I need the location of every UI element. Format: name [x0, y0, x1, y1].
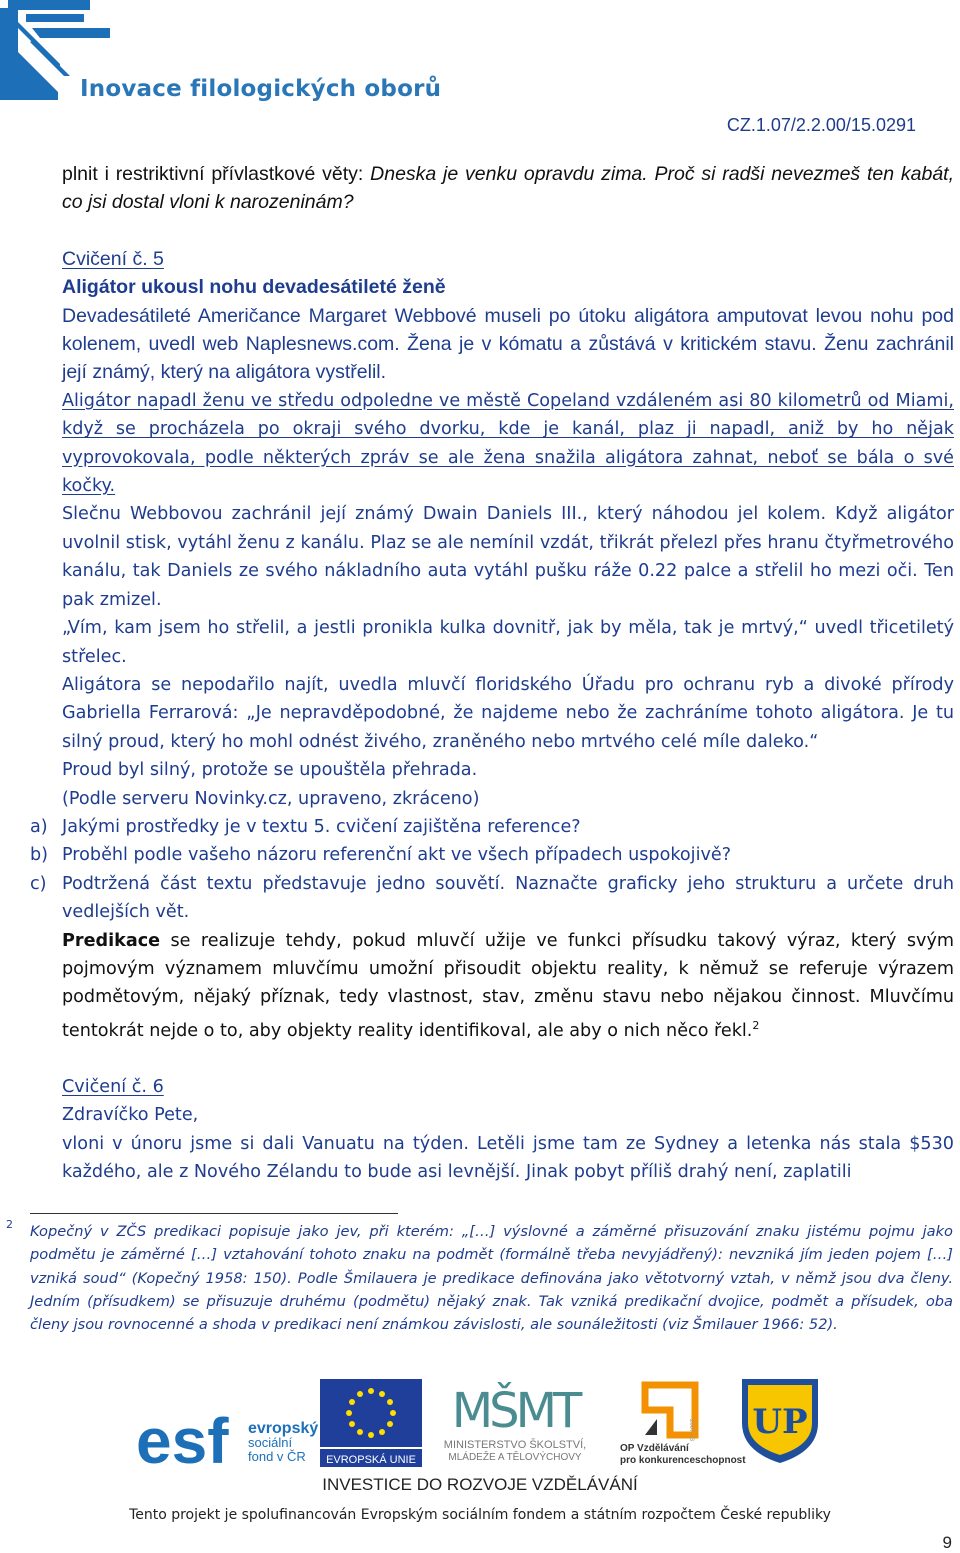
page-body — [30, 160, 954, 1187]
funding-statement: Tento projekt je spolufinancován Evropským sociálním fondem a státním rozpočtem České republiky — [129, 1507, 831, 1523]
question-text: Podtržená část textu představuje jedno souvětí. Naznačte graficky jeho strukturu a určete druh vedlejších vět. — [62, 873, 954, 923]
exercise-5-source: (Podle serveru Novinky.cz, upraveno, zkráceno) — [62, 788, 480, 809]
exercise-5-label: Cvičení č. 5 — [62, 247, 164, 270]
exercise-5-questions — [30, 813, 954, 927]
msmt-logo — [444, 1382, 586, 1463]
exercise-5-lead: Devadesátileté Američance Margaret Webbové museli po útoku aligátora amputovat levou nohu pod kolenem, uvedl web Naplesnews.com. Žena je v kómatu a zůstává v kritickém stavu. Ženu zachránil její známý, který na aligátora vystřelil. — [62, 304, 954, 384]
exercise-6-greeting: Zdravíčko Pete, — [62, 1105, 199, 1126]
predikace-text: se realizuje tehdy, pokud mluvčí užije ve funkci přísudku takový výraz, který svým pojmovým významem mluvčímu umožní přisoudit objektu reality, k němuž se referuje výrazem podmětovým, nějaký příznak, tedy vlastnost, stav, změnu stavu nebo nějakou činnost. Mluvčímu tentokrát nejde o to, aby objekty reality identifikoval, ale aby o nich něco řekl. — [62, 930, 954, 1041]
exercise-6-text: vloni v únoru jsme si dali Vanuatu na týden. Letěli jsme tam ze Sydney a letenka nás stala $530 každého, ale z Nového Zélandu to bude asi levnější. Jinak pobyt příliš drahý není, zaplatili — [62, 1133, 954, 1183]
exercise-5-paragraph: Slečnu Webbovou zachránil její známý Dwain Daniels III., který náhodou jel kolem. Když aligátor uvolnil stisk, vytáhl ženu z kanálu. Plaz se ale nemínil vzdát, třikrát přelezl přes hranu čtyřmetrového kanálu, tak Daniels ze svého nákladního auta vytáhl pušku ráže 0.22 palce a střelil ho mezi oči. Ten pak zmizel. — [62, 504, 954, 610]
msmt-mark: MŠMT — [451, 1383, 579, 1439]
intro-paragraph — [62, 160, 954, 217]
esf-word: esf — [136, 1405, 229, 1470]
exercise-5-paragraph: Proud byl silný, protože se upouštěla přehrada. — [62, 760, 478, 781]
op-logo — [620, 1385, 746, 1466]
op-line-1: OP Vzdělávání — [620, 1443, 689, 1454]
esf-line-3: fond v ČR — [248, 1449, 306, 1464]
exercise-5-paragraph: „Vím, kam jsem ho střelil, a jestli pronikla kulka dovnitř, jak by měla, tak je mrtvý,“ uvedl třicetiletý střelec. — [62, 618, 954, 667]
question-marker: c) — [30, 873, 47, 894]
footnote-text: Kopečný v ZČS predikaci popisuje jako jev, při kterém: „[…] výslovné a záměrné přisuzování znaku jistému pojmu jako podmětu je záměrné […] vztahování tohoto znaku na podmět (formálně třeba nevyjádřený): nevzniká jím jeden pojem […] vzniká soud“ (Kopečný 1958: 150). Podle Šmilauera je predikace definována jako větotvorný vztah, v němž jsou dva členy. Jedním (přísudkem) se přisuzuje druhému (podmětu) nějaký znak. Tak vzniká predikační dvojice, podmět a přísudek, oba členy jsou rovnocenné a shoda v predikaci není známkou závislosti, ale sounáležitosti (viz Šmilauer 1966: 52). — [30, 1223, 953, 1334]
msmt-line-2: MLÁDEŽE A TĚLOVÝCHOVY — [448, 1452, 582, 1463]
esf-logo — [136, 1380, 318, 1470]
esf-line-2: sociální — [248, 1435, 293, 1450]
esf-line-1: evropský — [248, 1420, 319, 1437]
msmt-line-1: MINISTERSTVO ŠKOLSTVÍ, — [443, 1439, 587, 1451]
question-item — [30, 813, 954, 841]
question-marker: a) — [30, 816, 48, 837]
investice-slogan: INVESTICE DO ROZVOJE VZDĚLÁVÁNÍ — [322, 1475, 638, 1494]
question-item — [30, 870, 954, 927]
footnote-number: 2 — [6, 1218, 13, 1231]
question-text: Proběhl podle vašeho názoru referenční akt ve všech případech uspokojivě? — [62, 845, 732, 866]
intro-lead: plnit i restriktivní přívlastkové věty: — [62, 163, 371, 185]
eu-logo — [320, 1379, 422, 1467]
intro-example: Dneska je venku opravdu zima. Proč si radši nevezmeš ten kabát, co jsi dostal vloni k narozeninám? — [62, 163, 954, 214]
question-text: Jakými prostředky je v textu 5. cvičení zajištěna reference? — [62, 816, 581, 837]
eu-label: EVROPSKÁ UNIE — [326, 1454, 416, 1466]
funding-logos — [130, 1375, 830, 1470]
op-year: 2007-13 — [688, 1419, 694, 1442]
project-code: CZ.1.07/2.2.00/15.0291 — [726, 115, 916, 135]
up-shield-logo — [742, 1379, 818, 1463]
question-item — [30, 841, 954, 869]
op-line-2: pro konkurenceschopnost — [620, 1455, 746, 1466]
footnote-reference[interactable]: 2 — [752, 1018, 760, 1032]
exercise-5-headline: Aligátor ukousl nohu devadesátileté ženě — [62, 276, 446, 299]
up-mark: UP — [752, 1402, 808, 1442]
predikace-definition — [62, 927, 954, 1045]
header-title: Inovace filologických oborů — [80, 76, 442, 102]
question-marker: b) — [30, 845, 49, 866]
exercise-5-underlined-sentence: Aligátor napadl ženu ve středu odpoledne ve městě Copeland vzdáleném asi 80 kilometrů od Miami, když se procházela po okraji svého dvorku, kde je kanál, plaz ji napadl, aniž by ho nějak vyprovokovala, podle některých zpráv se ale žena snažila aligátora zahnat, neboť se bála o své kočky. — [62, 390, 954, 497]
exercise-5-paragraph: Aligátora se nepodařilo najít, uvedla mluvčí floridského Úřadu pro ochranu ryb a divoké přírody Gabriella Ferrarová: „Je nepravděpodobné, že najdeme nebo že zachráníme tohoto aligátora. Je tu silný proud, který ho mohl odnést živého, zraněného nebo mrtvého celé míle daleko.“ — [62, 674, 954, 752]
predikace-term: Predikace — [62, 930, 161, 951]
footnote-divider — [30, 1213, 398, 1214]
page-number: 9 — [942, 1533, 952, 1552]
exercise-6-label: Cvičení č. 6 — [62, 1077, 164, 1098]
